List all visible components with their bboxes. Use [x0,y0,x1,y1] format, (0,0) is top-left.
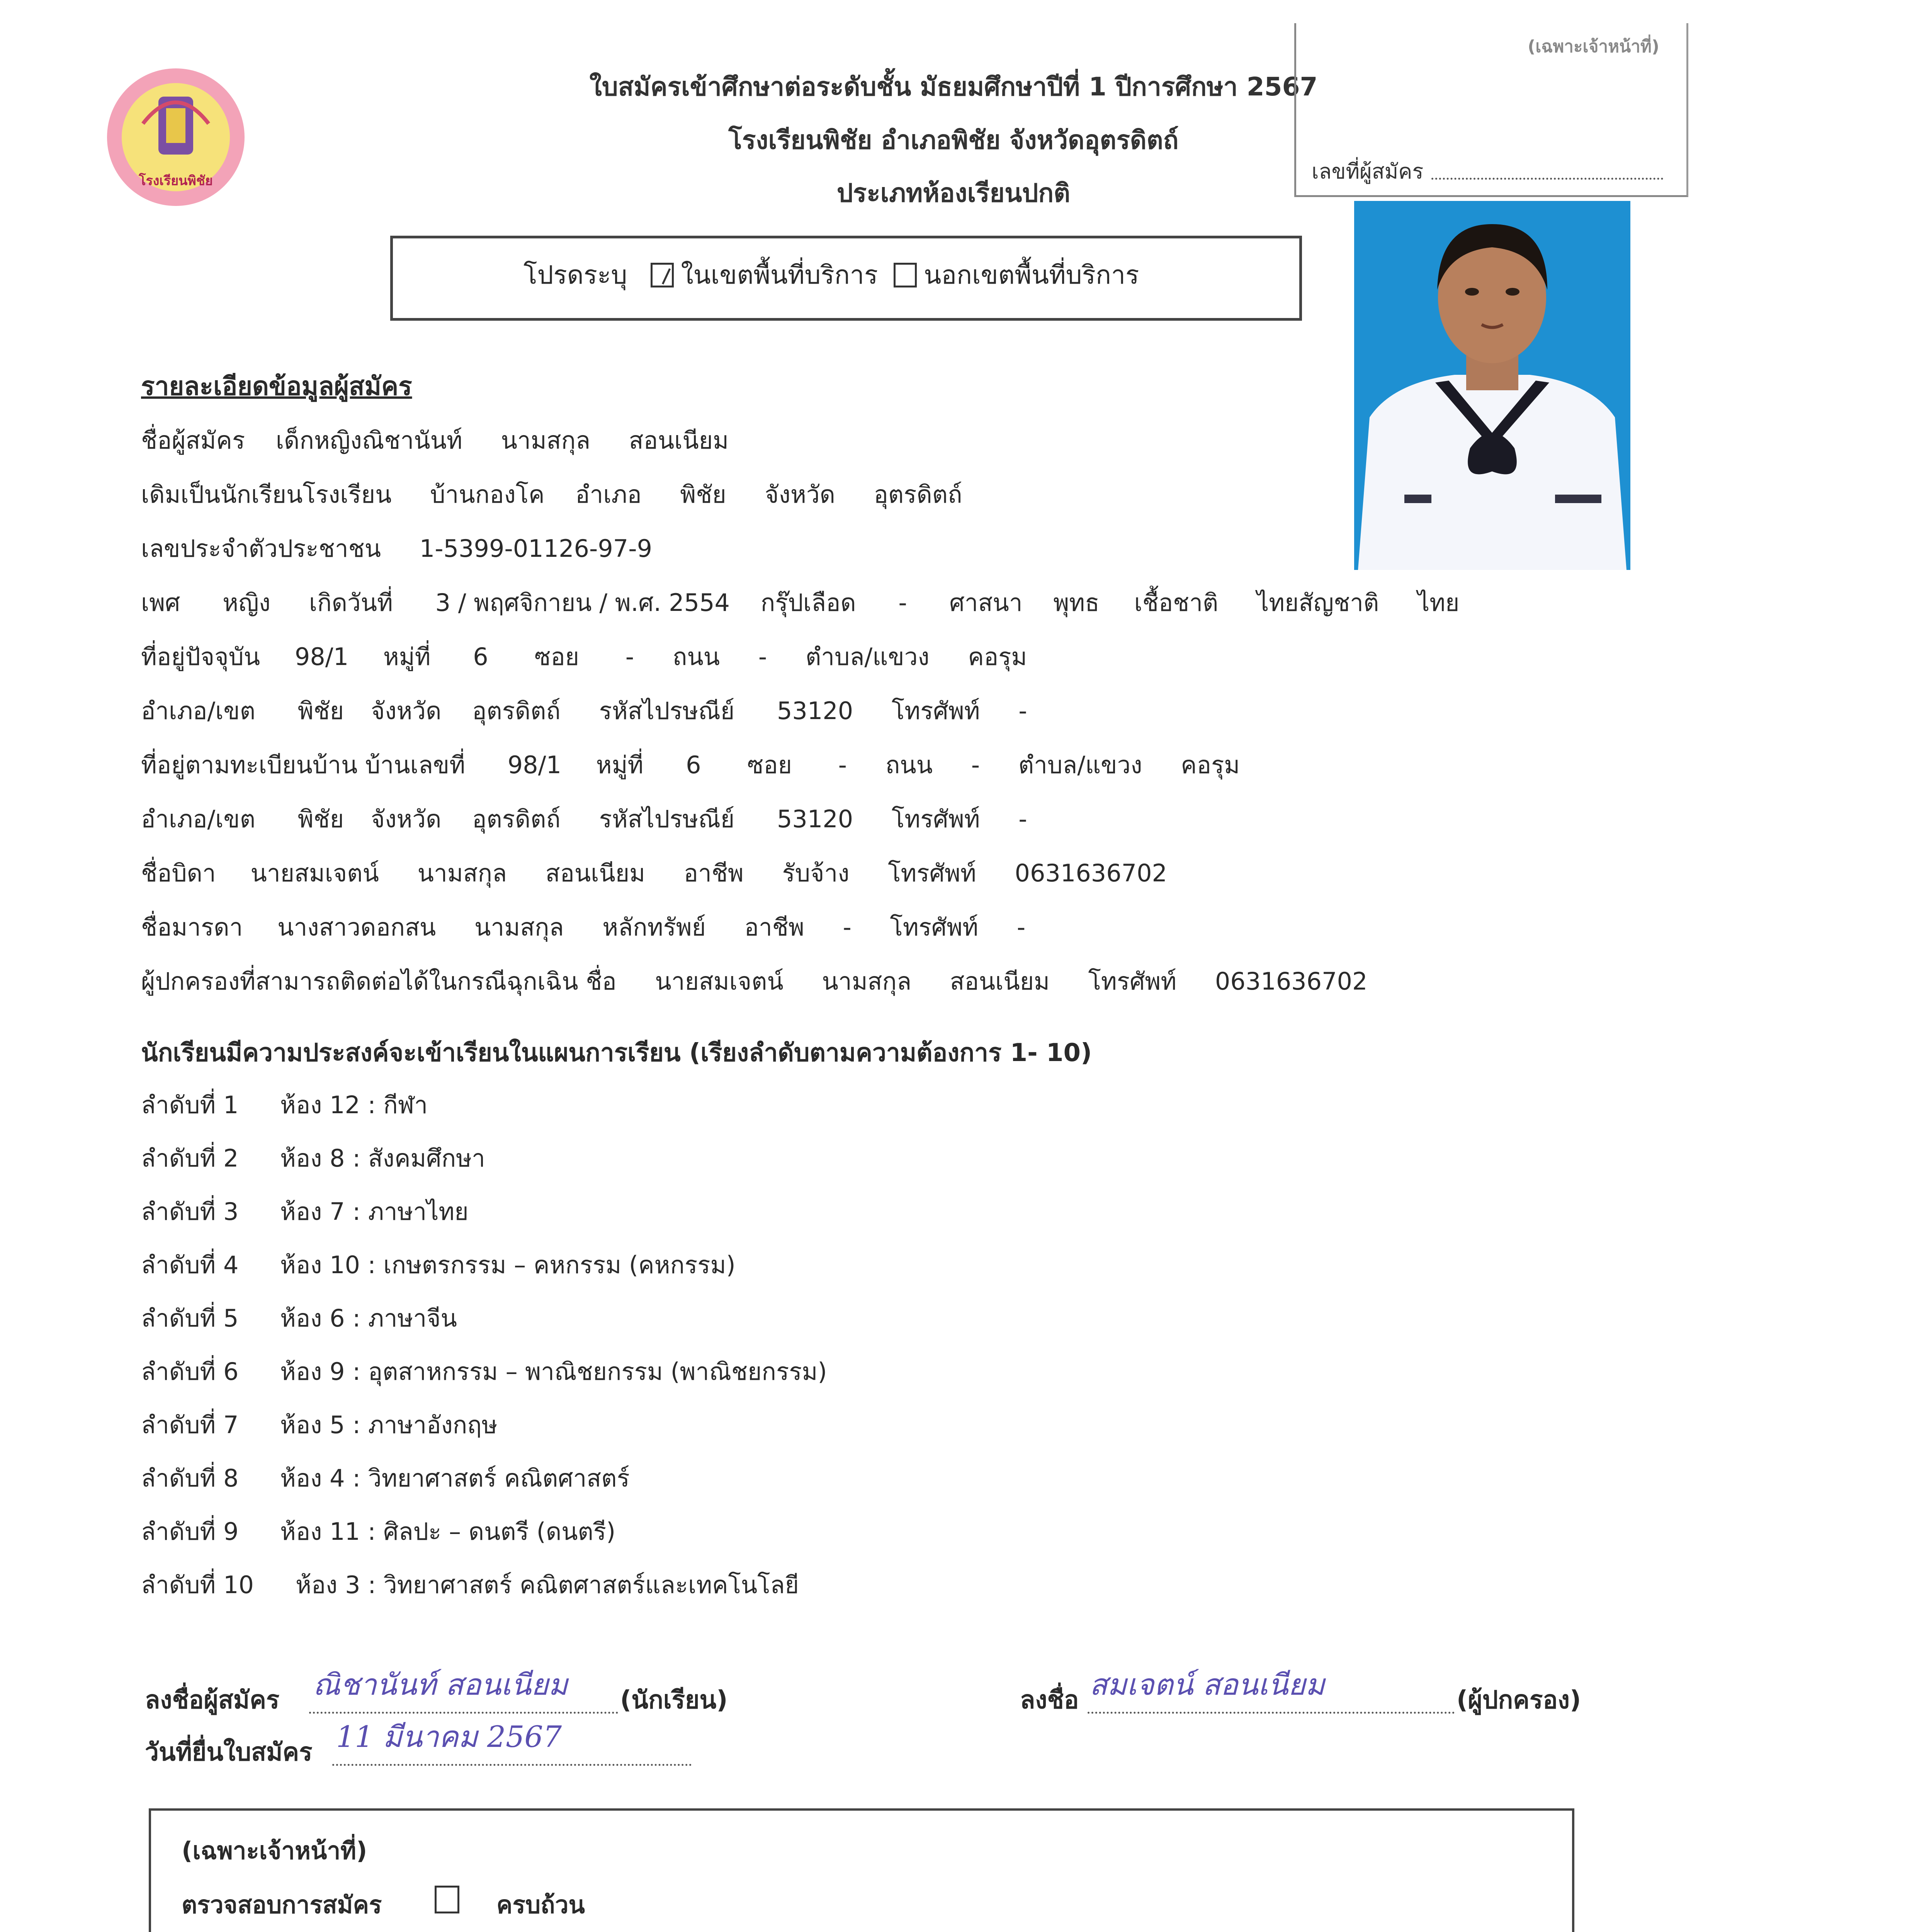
province-value: อุตรดิตถ์ [472,697,561,725]
list-item: ลำดับที่ 7 ห้อง 5 : ภาษาอังกฤษ [141,1411,498,1439]
race-label: เชื้อชาติ [1134,588,1219,617]
guardian-name: นายสมเจตน์ [655,967,784,995]
road-value: - [758,643,767,671]
guardian-role: (ผู้ปกครอง) [1457,1686,1581,1714]
mother-name: นางสาวดอกสน [277,913,436,941]
soi-value: - [625,643,634,671]
district-value: พิชัย [297,805,344,833]
mother-label: ชื่อมารดา [141,913,243,941]
id-label: เลขประจำตัวประชาชน [141,534,381,563]
race-value: ไทย [1257,588,1299,617]
guardian-sign-label: ลงชื่อ [1020,1686,1079,1714]
surname-label: นามสกุล [822,967,911,995]
applicant-name: เด็กหญิงณิชานันท์ [275,426,462,454]
job-label: อาชีพ [744,913,804,941]
in-zone-checkbox[interactable] [651,263,674,287]
nationality-value: ไทย [1417,588,1460,617]
surname-label: นามสกุล [474,913,564,941]
office-box [1294,23,1688,197]
phone-value: - [1018,697,1027,725]
province-value: อุตรดิตถ์ [472,805,561,833]
zone-selection [523,260,1139,291]
district-value: พิชัย [297,697,344,725]
mother-phone: - [1016,913,1026,941]
phone-label: โทรศัพท์ [890,913,979,941]
current-address-row-2 [141,696,1027,726]
applicant-role: (นักเรียน) [620,1686,728,1714]
religion-label: ศาสนา [949,588,1023,617]
personal-info-row [141,587,1459,618]
guardian-label: ผู้ปกครองที่สามารถติดต่อได้ในกรณีฉุกเฉิน ชื่อ [141,967,617,995]
phone-label: โทรศัพท์ [891,805,980,833]
zone-label: โปรดระบุ [523,260,627,290]
registered-address-row [141,750,1240,781]
school-label: เดิมเป็นนักเรียนโรงเรียน [141,480,392,509]
nationality-label: สัญชาติ [1299,588,1379,617]
complete-checkbox[interactable] [435,1886,459,1913]
province-label: จังหวัด [371,697,442,725]
applicant-surname: สอนเนียม [629,426,729,454]
father-label: ชื่อบิดา [141,859,216,887]
list-item: ลำดับที่ 6 ห้อง 9 : อุตสาหกรรม – พาณิชยกรรม (พาณิชยกรรม) [141,1357,827,1386]
applicant-signature: ณิชานันท์ สอนเนียม [313,1667,568,1702]
sex-value: หญิง [223,588,271,617]
citizen-id-row [141,533,652,564]
list-item: ลำดับที่ 3 ห้อง 7 : ภาษาไทย [141,1197,469,1226]
subdistrict-value: คอรุม [968,643,1027,671]
out-zone-label: นอกเขตพื้นที่บริการ [924,260,1139,290]
phone-label: โทรศัพท์ [888,859,976,887]
submit-date-label: วันที่ยื่นใบสมัคร [145,1738,313,1767]
section-title: รายละเอียดข้อมูลผู้สมัคร [141,371,412,401]
surname-label: นามสกุล [501,426,591,454]
father-name: นายสมเจตน์ [250,859,379,887]
applicant-name-row [141,425,729,456]
logo-text: โรงเรียนพิชัย [139,173,213,189]
guardian-signature: สมเจตน์ สอนเนียม [1089,1667,1325,1702]
submit-date-value: 11 มีนาคม 2567 [336,1719,562,1754]
guardian-surname: สอนเนียม [950,967,1050,995]
reg-address-label: ที่อยู่ตามทะเบียนบ้าน บ้านเลขที่ [141,751,466,779]
road-label: ถนน [672,643,720,671]
zip-value: 53120 [777,697,853,725]
blood-value: - [898,588,907,617]
soi-value: - [838,751,847,779]
address-label: ที่อยู่ปัจจุบัน [141,643,260,671]
out-zone-checkbox[interactable] [894,263,917,287]
applicant-photo [1354,201,1630,570]
province-label: จังหวัด [371,805,442,833]
mother-job: - [843,913,852,941]
in-zone-label: ในเขตพื้นที่บริการ [681,260,878,290]
form-title: ใบสมัครเข้าศึกษาต่อระดับชั้น มัธยมศึกษาปีที่ 1 ปีการศึกษา 2567 [589,72,1318,102]
list-item: ลำดับที่ 9 ห้อง 11 : ศิลปะ – ดนตรี (ดนตรี) [141,1517,616,1546]
citizen-id: 1-5399-01126-97-9 [419,534,653,563]
birth-value: 3 / พฤศจิกายน / พ.ศ. 2554 [435,588,730,617]
road-value: - [971,751,980,779]
mother-surname: หลักทรัพย์ [602,913,706,941]
complete-label: ครบถ้วน [496,1891,585,1919]
list-item: ลำดับที่ 10 ห้อง 3 : วิทยาศาสตร์ คณิตศาสตร์และเทคโนโลยี [141,1571,799,1599]
applicant-sign-label: ลงชื่อผู้สมัคร [145,1686,280,1714]
staff-title: (เฉพาะเจ้าหน้าที่) [182,1837,367,1865]
list-item: ลำดับที่ 8 ห้อง 4 : วิทยาศาสตร์ คณิตศาสตร์ [141,1464,630,1492]
moo-label: หมู่ที่ [383,643,431,671]
blood-label: กรุ๊ปเลือด [760,588,856,617]
phone-value: - [1018,805,1027,833]
soi-label: ซอย [747,751,792,779]
reg-address-no: 98/1 [507,751,562,779]
subdistrict-value: คอรุม [1181,751,1240,779]
road-label: ถนน [885,751,933,779]
previous-school-row [141,479,962,510]
list-item: ลำดับที่ 5 ห้อง 6 : ภาษาจีน [141,1304,457,1332]
guardian-row [141,966,1367,997]
mother-row [141,912,1025,943]
school-name-line: โรงเรียนพิชัย อำเภอพิชัย จังหวัดอุตรดิตถ์ [728,125,1179,155]
district-value: พิชัย [680,480,726,509]
moo-value: 6 [686,751,701,779]
check-label: ตรวจสอบการสมัคร [182,1891,382,1919]
list-item: ลำดับที่ 4 ห้อง 10 : เกษตรกรรม – คหกรรม (คหกรรม) [141,1251,736,1279]
plan-title: นักเรียนมีความประสงค์จะเข้าเรียนในแผนการเรียน (เรียงลำดับตามความต้องการ 1- 10) [141,1039,1092,1067]
zip-label: รหัสไปรษณีย์ [599,697,735,725]
applicant-no-field[interactable] [1431,178,1663,180]
office-box-title: (เฉพาะเจ้าหน้าที่) [1528,37,1659,56]
moo-label: หมู่ที่ [596,751,644,779]
father-phone: 0631636702 [1015,859,1167,887]
list-item: ลำดับที่ 1 ห้อง 12 : กีฬา [141,1091,428,1119]
applicant-no-label: เลขที่ผู้สมัคร [1312,159,1424,184]
birth-label: เกิดวันที่ [309,588,393,617]
guardian-phone: 0631636702 [1215,967,1368,995]
province-label: จังหวัด [765,480,835,509]
zip-label: รหัสไปรษณีย์ [599,805,735,833]
district-label: อำเภอ [575,480,642,509]
district-label: อำเภอ/เขต [141,805,256,833]
father-job: รับจ้าง [782,859,850,887]
guardian-sign-line[interactable] [1088,1712,1455,1714]
address-no: 98/1 [294,643,349,671]
zip-value: 53120 [777,805,853,833]
soi-label: ซอย [534,643,580,671]
father-surname: สอนเนียม [545,859,645,887]
list-item: ลำดับที่ 2 ห้อง 8 : สังคมศึกษา [141,1144,485,1172]
religion-value: พุทธ [1053,588,1100,617]
moo-value: 6 [473,643,488,671]
job-label: อาชีพ [683,859,744,887]
registered-address-row-2 [141,804,1027,835]
province-value: อุตรดิตถ์ [874,480,962,509]
subdistrict-label: ตำบล/แขวง [805,643,930,671]
current-address-row [141,641,1027,672]
district-label: อำเภอ/เขต [141,697,256,725]
phone-label: โทรศัพท์ [891,697,980,725]
phone-label: โทรศัพท์ [1088,967,1177,995]
submit-date-line[interactable] [332,1764,692,1766]
classroom-type: ประเภทห้องเรียนปกติ [836,178,1071,208]
school-value: บ้านกองโค [430,480,545,509]
subdistrict-label: ตำบล/แขวง [1018,751,1142,779]
name-label: ชื่อผู้สมัคร [141,426,245,454]
surname-label: นามสกุล [417,859,507,887]
father-row [141,858,1167,889]
sex-label: เพศ [141,588,180,617]
